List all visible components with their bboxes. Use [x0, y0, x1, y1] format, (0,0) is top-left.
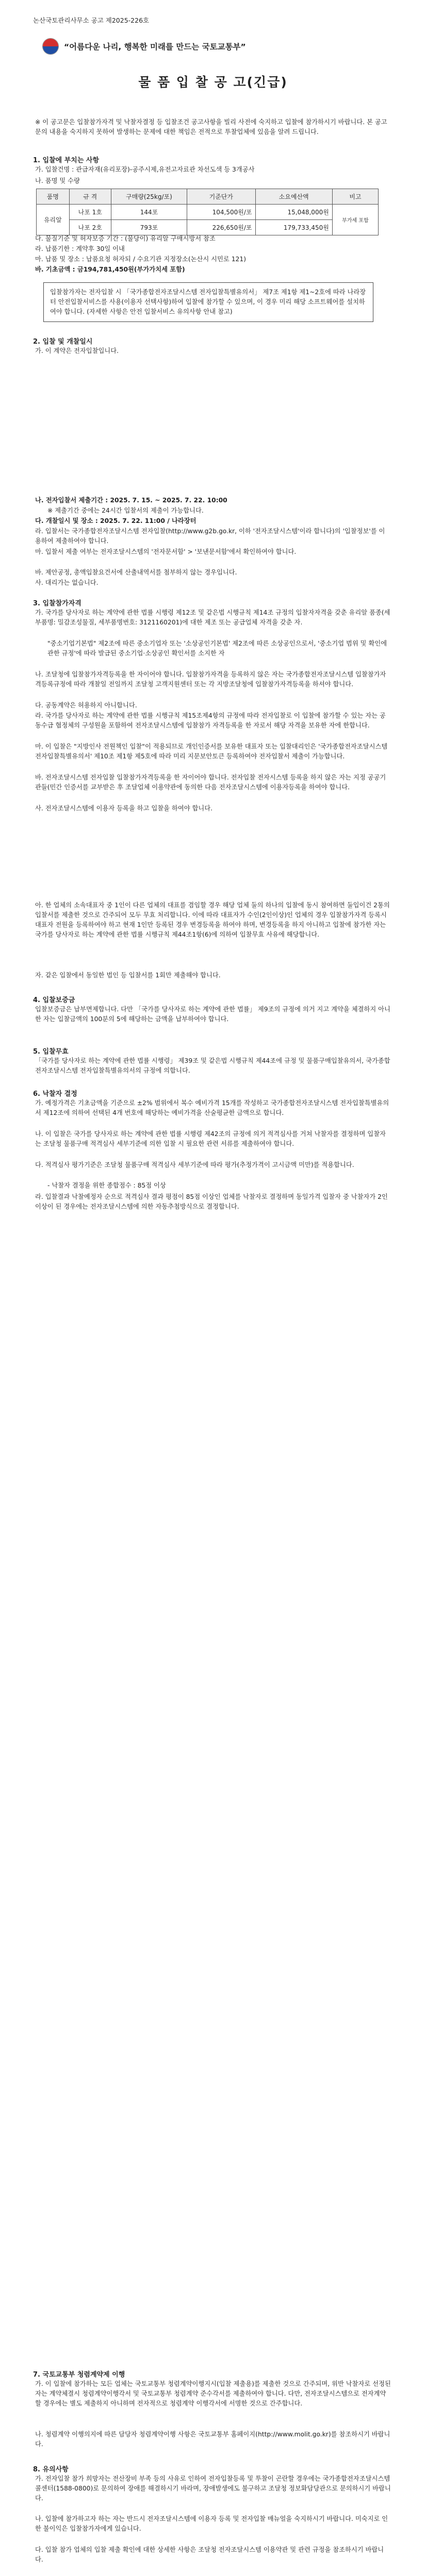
section-1-heading: 1. 입찰에 부치는 사항 [33, 157, 100, 164]
sec5-body: 「국가를 당사자로 하는 계약에 관한 법률 시행령」 제39조 및 같은법 시행규칙 제44조에 규정 및 물품구매입찰유의서, 국가종합전자조달시스템 전자입찰특별유의서의 규정에 의합니다. [35, 1057, 390, 1075]
section-6-heading: 6. 낙찰자 결정 [33, 1090, 77, 1098]
table-row [37, 205, 379, 220]
sec1-item-ba: 바. 기초금액 : 금194,781,450원(부가가치세 포함) [35, 266, 185, 273]
sec3-item-ja: 자. 같은 입찰에서 동일한 법인 등 입찰서를 1회만 제출해야 합니다. [35, 972, 221, 979]
sec3-item-ma: 마. 이 입찰은 "지방인사 전원책인 입찰"이 적용되므로 개인인증서를 보유한 대표자 또는 입찰대리인은 '국가종합전자조달시스템 전자입찰특별유의서' 제10조 제1항 제5호에 따라 미리 지문보안토큰 등록하여야 전자입찰서 제출이 가능합니다. [35, 743, 388, 760]
sec3-item-sa: 사. 전자조달시스템에 이용자 등록을 하고 입찰을 하여야 합니다. [35, 805, 213, 812]
section-4-heading: 4. 입찰보증금 [33, 996, 75, 1004]
th-unit-price: 기준단가 [187, 189, 255, 205]
cell-budget: 179,733,450원 [255, 220, 332, 235]
sec1-item-ra: 라. 납품기한 : 계약후 30일 이내 [35, 245, 125, 252]
sec3-item-ah: 아. 한 업체의 소속대표자 중 1인이 다른 업체의 대표를 겸임할 경우 해당 업체 둘의 하나의 입찰에 동시 참여하면 둘입이건 2통의 입찰서를 제출한 것으로 간주되어 모두 무효 처리합니다. 이에 따라 대표자가 수인(2인이상)인 업체의 경우 입찰참가자격 등록시 대표자 전원을 등록하여야 하고 현재 1인만 등록된 경우 변경등록을 하여야 하며, 변경등록을 하지 아니하고 입찰에 참가한 자는 국가를 당사자로 하는 계약에 관한 법률 시행규칙 제44조1항(6)에 의하여 입찰무효 사유에 해당합니다. [35, 902, 390, 939]
sec1-item-da: 다. 물질기준 및 허자보증 기간 : (물당이) 유리알 구매시방서 참조 [35, 235, 216, 242]
cell-qty: 793포 [111, 220, 187, 235]
th-name: 품명 [37, 189, 70, 205]
th-remark: 비고 [332, 189, 378, 205]
sec8-item-ga: 가. 전자입찰 참가 희망자는 전산장비 부족 등의 사유로 인하여 전자입찰등록 및 투찰이 곤란할 경우에는 국가종합전자조달시스템 콜센터(1588-0800)로 문의하여 장애를 해결하시기 바라며, 장애발생에도 불구하고 조달청 정보화담당관으로 문의하시기 바랍니다. [35, 2475, 391, 2502]
sec2-item-na: 나. 전자입찰서 제출기간 : 2025. 7. 15. ~ 2025. 7. 22. 10:00 [35, 497, 227, 504]
sec6-item-da-sub: - 낙찰자 결정을 위한 종합점수 : 85점 이상 [47, 1182, 166, 1189]
sec3-item-ba: 바. 전자조달시스템 전자입찰 입찰참가자격등록을 한 자이어야 합니다. 전자입찰 전자시스템 등록을 하지 않은 자는 지정 공공기관들(민간 인증서를 교부받은 후 조달업체 이용약관에 동의한 다음 전자조달시스템에 이용자등록을 하여야 합니다. [35, 774, 386, 791]
sec2-item-ra: 라. 입찰서는 국가종합전자조달시스템 전자입찰(http://www.g2b.go.kr, 이하 '전자조달시스템'이라 합니다)의 '입찰정보'를 이용하여 제출하여야 합니다. [35, 528, 385, 545]
sec6-item-ga: 가. 예정가격은 기초금액을 기준으로 ±2% 범위에서 복수 예비가격 15개를 작성하고 국가종합전자조달시스템 전자입찰특별유의서 제12조에 의하여 선택된 4개 번호에 해당하는 예비가격을 산술평균한 금액으로 합니다. [35, 1099, 389, 1117]
cell-budget: 15,048,000원 [255, 205, 332, 220]
section-7-heading: 7. 국토교통부 청렴계약제 이행 [33, 2371, 125, 2379]
sec6-item-da: 다. 적격심사 평가기준은 조달청 물품구매 적격심사 세부기준에 따라 평가(추정가격이 고시금액 미만)를 적용합니다. [35, 1161, 354, 1168]
sec1-item-na: 나. 품명 및 수량 [35, 177, 80, 184]
government-emblem-icon [42, 38, 59, 55]
sec3-item-ga-sub: "중소기업기본법" 제2조에 따른 중소기업자 또는 '소상공인기본법' 제2조에 따른 소상공인으로서, '중소기업 범위 및 확인에 관한 규정'에 따라 발급된 중소기업·소상공인 확인서를 소지한 자 [47, 640, 387, 657]
sec2-item-ga: 가. 이 계약은 전자입찰입니다. [35, 347, 119, 354]
sec7-item-na: 나. 청렴계약 이행의지에 따른 담당자 청렴계약이행 사항은 국토교통부 홈페이지(http://www.molit.go.kr)를 참조하시기 바랍니다. [35, 2431, 390, 2448]
cell-item-name: 유리알 [37, 205, 70, 235]
table-row [37, 220, 379, 235]
sec2-item-sa: 사. 대리가는 없습니다. [35, 579, 99, 586]
slogan-row [33, 37, 394, 56]
section-2-heading: 2. 입찰 및 개찰일시 [33, 338, 93, 346]
sec3-item-ga: 가. 국가를 당사자로 하는 계약에 관한 법률 시행령 제12조 및 같은법 시행규칙 제14조 규정의 입찰자자격을 갖춘 유리알 품종(세부품명: 밀감조성물질, 세부품명번호: 3121160201)에 대한 제조 또는 공급업체 자격을 갖춘 자. [35, 609, 390, 626]
slogan-text: “어름다운 나리, 행복한 미래를 만드는 국토교통부” [64, 42, 246, 52]
intro-notice: ※ 이 공고문은 입찰참가자격 및 낙찰자결정 등 입찰조건 공고사항을 빌리 사전에 숙지하고 입찰에 참가하시기 바랍니다. 본 공고문의 내용을 숙지하지 못하여 발생하는 문제에 대한 책임은 전적으로 투찰업체에 있음을 알려 드립니다. [35, 118, 387, 136]
sec2-item-na-note: ※ 제출기간 중에는 24시간 입찰서의 제출이 가능합니다. [47, 507, 204, 514]
th-qty: 구매량(25kg/포) [111, 189, 187, 205]
cell-unit-price: 104,500원/포 [187, 205, 255, 220]
sec8-item-na: 나. 입찰에 참가하고자 하는 자는 반드시 전자조달시스템에 이용자 등록 및 전자입찰 매뉴얼을 숙지하시기 바랍니다. 미숙지로 인한 불이익은 입찰참가자에게 있습니다. [35, 2515, 388, 2533]
page-title: 물 품 입 찰 공 고(긴급) [138, 75, 288, 90]
items-table [36, 189, 379, 235]
sec1-item-ga: 가. 입찰건명 : 관급자재(유리포장)-공주시제,유전고자료관 차선도색 등 3개공사 [35, 166, 255, 173]
th-budget: 소요예산액 [255, 189, 332, 205]
sec3-item-na: 나. 조달청에 입찰참가자격등록을 한 자이어야 합니다. 입찰참가자격을 등록하지 않은 자는 국가종합전자조달시스템 입찰참가자격등록규정에 따라 개찰일 전일까지 조달청 고객지원센터 또는 각 지방조달청에 입찰참가자격등록을 하셔야 합니다. [35, 671, 386, 688]
sec3-item-ra: 라. 국가를 당사자로 하는 계약에 관한 법률 시행규칙 제15조제4항의 규정에 따라 전자입찰로 이 입찰에 참가할 수 있는 자는 공동수급 협정체의 구성원을 포함하여 전자조달시스템에 입찰참가 자격등록을 한 자로서 해당 자격을 보유한 자에 한합니다. [35, 712, 386, 730]
sec2-item-ma: 마. 입찰서 제출 여부는 전자조달시스템의 '전자문서함' > '보낸문서함'에서 확인하여야 합니다. [35, 548, 297, 555]
sec7-item-ga: 가. 이 입찰에 참가하는 모든 업체는 국토교통부 청렴계약이행지시(입찰 제출용)를 제출한 것으로 간주되며, 위반 낙찰자로 선정된 자는 계약체결시 청렴계약이행각서 및 국토교통부 청렴계약 준수각서를 제출하여야 합니다. 다만, 전자조달시스템으로 전자계약할 경우에는 별도 제출하지 아니하며 전자적으로 청렴계약 이행각서에 서명한 것으로 간주합니다. [35, 2380, 391, 2408]
sec2-item-ba: 바. 제안공정, 총액입찰요건서에 산출내역서를 첨부하지 않는 경우입니다. [35, 569, 237, 576]
cell-spec: 나포 1호 [69, 205, 111, 220]
th-spec: 규 격 [69, 189, 111, 205]
notice-number: 논산국토관리사무소 공고 제2025-226호 [33, 16, 150, 24]
sec1-item-ma: 마. 납품 및 장소 : 납품요청 허자되 / 수요기관 지정장소(논산시 시민로 121) [35, 256, 246, 263]
section-3-heading: 3. 입찰참가자격 [33, 600, 81, 607]
cell-unit-price: 226,650원/포 [187, 220, 255, 235]
sec6-item-ra: 라. 입찰결과 낙찰예정자 순으로 적격심사 결과 평점이 85점 이상인 업체를 낙찰자로 결정하며 동일가격 입찰자 중 낙찰자가 2인 이상이 된 경우에는 전자조달시스템에 의한 자동추첨방식으로 결정합니다. [35, 1193, 388, 1211]
sec3-item-da: 다. 공동계약은 허용하지 아니합니다. [35, 702, 137, 709]
section-8-heading: 8. 유의사항 [33, 2466, 69, 2473]
table-header-row [37, 189, 379, 205]
sec6-item-na: 나. 이 입찰은 국가를 당사자로 하는 계약에 관한 법률 시행령 제42조의 규정에 의거 적격심사를 거쳐 낙찰자를 결정하며 입찰자는 조달청 물품구매 적격심사 세부기준에 의한 입찰 시 필요한 관련 서류를 제출하여야 합니다. [35, 1130, 386, 1148]
safe-bid-notice-box: 입찰참가자는 전자입찰 시 「국가종합전자조달시스템 전자입찰특별유의서」 제7조 제1항 제1~2호에 따라 나라장터 안전입찰서비스를 사용(이용자 선택사항)하여 입찰에 참가할 수 있으며, 이 경우 미리 해당 소프트웨어를 설치하여야 합니다. (자세한 사항은 안전 입찰서비스 유의사항 안내 참고) [43, 282, 373, 322]
section-5-heading: 5. 입찰무효 [33, 1048, 69, 1056]
sec2-item-da: 다. 개찰일시 및 장소 : 2025. 7. 22. 11:00 / 나라장터 [35, 517, 196, 524]
sec8-item-da: 다. 입찰 참가 업체의 입찰 제출 확인에 대한 상세한 사항은 조달청 전자조달시스템 이용약관 및 관련 규정을 참조하시기 바랍니다. [35, 2546, 384, 2564]
cell-remark: 부가세 포함 [332, 205, 378, 235]
cell-spec: 나포 2호 [69, 220, 111, 235]
sec4-body: 입찰보증금은 납부면제합니다. 다만 「국가를 당사자로 하는 계약에 관한 법률」 제9조의 규정에 의거 지고 계약을 체결하지 아니한 자는 입찰금액의 100분의 5에 해당하는 금액을 납부하여야 합니다. [35, 1006, 390, 1023]
cell-qty: 144포 [111, 205, 187, 220]
